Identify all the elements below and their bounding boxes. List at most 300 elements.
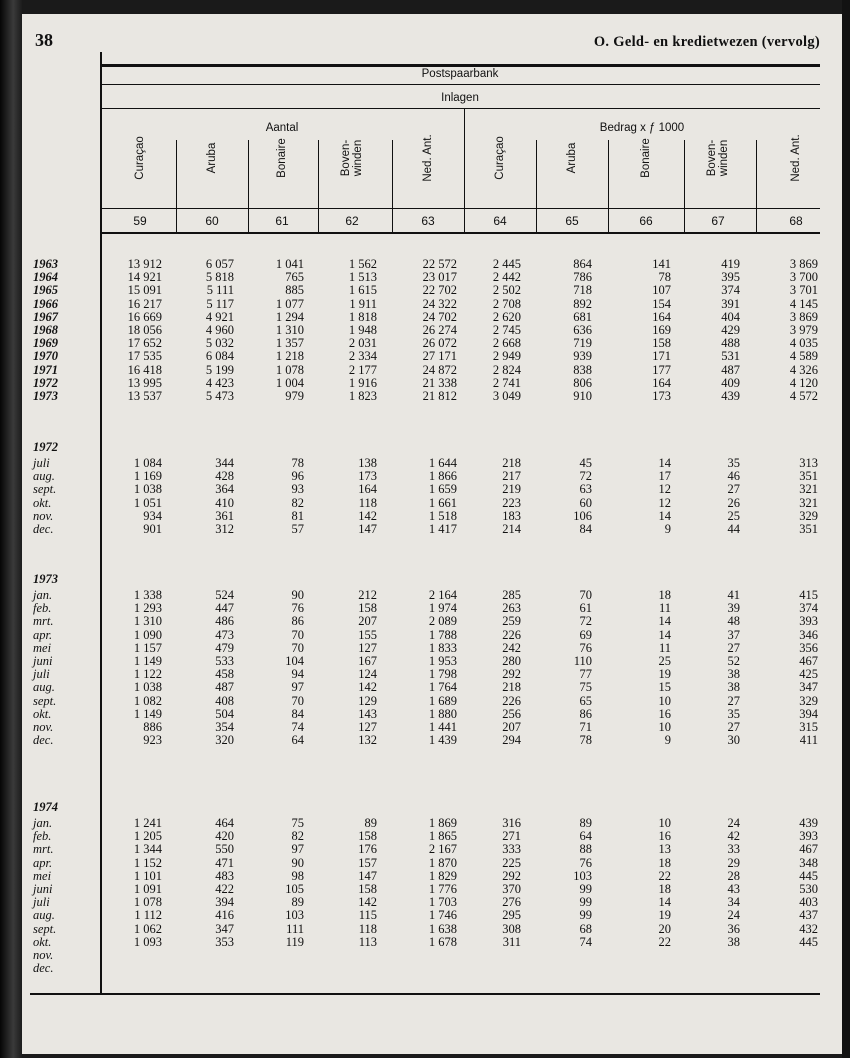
table-cell: 14: [658, 895, 671, 910]
table-cell: 75: [579, 680, 592, 695]
table-cell: 1 916: [348, 375, 377, 390]
table-cell: 24: [727, 816, 740, 830]
table-cell: 1 764: [428, 680, 457, 695]
column-number-6: 64: [493, 214, 507, 228]
table-cell: 1 974: [428, 601, 457, 616]
table-cell: 354: [215, 720, 234, 734]
table-cell: 84: [291, 706, 304, 721]
table-cell: 138: [358, 456, 377, 470]
header-inlagen: Inlagen: [441, 92, 479, 104]
table-cell: 533: [215, 654, 234, 668]
table-cell: 1 866: [428, 469, 457, 484]
table-cell: 1 703: [428, 895, 457, 910]
table-cell: 104: [285, 654, 304, 668]
table-cell: 13 995: [127, 375, 162, 390]
table-cell: 18: [658, 882, 671, 896]
table-cell: 420: [215, 829, 234, 844]
table-cell: 11: [658, 640, 671, 655]
table-cell: 3 700: [789, 270, 818, 285]
table-cell: 60: [579, 495, 592, 510]
row-label: dec.: [33, 522, 54, 536]
table-cell: 38: [727, 667, 740, 682]
table-cell: 312: [215, 522, 234, 536]
table-cell: 86: [579, 706, 592, 721]
table-cell: 177: [652, 362, 671, 377]
table-cell: 1 041: [275, 257, 304, 271]
row-label: aug.: [33, 908, 55, 923]
table-cell: 22: [658, 868, 671, 883]
table-cell: 2 620: [492, 309, 521, 324]
table-cell: 242: [502, 640, 521, 655]
table-cell: 404: [721, 309, 740, 324]
page-edge: [842, 0, 850, 1058]
table-cell: 718: [573, 283, 592, 298]
table-cell: 1 678: [428, 934, 457, 949]
table-cell: 5 199: [205, 362, 234, 377]
table-cell: 1 439: [428, 733, 457, 748]
table-cell: 3 049: [492, 389, 521, 403]
table-cell: 11: [658, 601, 671, 616]
table-cell: 142: [358, 680, 377, 695]
row-label: jan.: [33, 816, 53, 830]
table-cell: 90: [291, 855, 304, 870]
table-cell: 1 518: [428, 508, 457, 523]
table-cell: 6 057: [205, 257, 234, 271]
table-cell: 1 338: [133, 588, 162, 602]
row-label: nov.: [33, 720, 54, 734]
table-cell: 280: [502, 654, 521, 668]
table-cell: 425: [799, 667, 818, 682]
table-cell: 885: [285, 283, 304, 298]
table-cell: 157: [358, 855, 377, 870]
table-cell: 1 953: [428, 654, 457, 668]
table-cell: 276: [502, 895, 521, 910]
table-cell: 4 921: [205, 309, 234, 324]
table-cell: 219: [502, 482, 521, 497]
table-cell: 27: [727, 720, 740, 734]
table-cell: 27: [727, 640, 740, 655]
table-cell: 115: [358, 908, 377, 923]
table-cell: 313: [799, 456, 818, 470]
table-cell: 147: [358, 522, 377, 536]
column-separator: [756, 140, 757, 232]
table-cell: 142: [358, 508, 377, 523]
table-cell: 15: [658, 680, 671, 695]
table-cell: 24 702: [422, 309, 457, 324]
row-label: nov.: [33, 948, 54, 962]
table-cell: 110: [573, 654, 592, 668]
table-cell: 35: [727, 706, 740, 721]
table-cell: 46: [727, 469, 740, 484]
table-cell: 5 473: [205, 389, 234, 403]
column-header-4: Boven- winden: [340, 139, 364, 177]
table-cell: 1 084: [133, 456, 162, 470]
table-cell: 169: [652, 323, 671, 337]
row-label: 1965: [33, 283, 58, 298]
table-cell: 1 152: [133, 855, 162, 870]
table-cell: 17 535: [127, 349, 162, 364]
column-separator: [392, 140, 393, 232]
table-cell: 45: [579, 456, 592, 470]
table-cell: 76: [579, 640, 592, 655]
table-cell: 437: [799, 908, 818, 923]
table-cell: 892: [573, 296, 592, 311]
table-cell: 14: [658, 614, 671, 629]
table-cell: 2 442: [492, 270, 521, 285]
table-cell: 147: [358, 868, 377, 883]
table-cell: 447: [215, 601, 234, 616]
table-cell: 1 880: [428, 706, 457, 721]
table-cell: 1 417: [428, 522, 457, 536]
table-cell: 142: [358, 895, 377, 910]
table-cell: 1 833: [428, 640, 457, 655]
column-number-1: 59: [133, 214, 147, 228]
table-cell: 176: [358, 842, 377, 857]
table-cell: 164: [652, 375, 671, 390]
table-cell: 1 798: [428, 667, 457, 682]
table-cell: 30: [727, 733, 740, 748]
table-cell: 9: [664, 733, 671, 748]
table-cell: 70: [291, 640, 304, 655]
table-cell: 285: [502, 588, 521, 602]
table-cell: 225: [502, 855, 521, 870]
table-cell: 1 169: [133, 469, 162, 484]
row-label: sept.: [33, 921, 57, 936]
column-number-8: 66: [639, 214, 653, 228]
table-cell: 14: [658, 456, 671, 470]
row-label: mei: [33, 868, 52, 883]
table-cell: 445: [799, 868, 818, 883]
table-cell: 1 112: [134, 908, 162, 923]
table-cell: 82: [291, 829, 304, 844]
row-label: jan.: [33, 588, 53, 602]
table-cell: 132: [358, 733, 377, 748]
table-cell: 86: [291, 614, 304, 629]
table-cell: 26: [727, 495, 740, 510]
table-cell: 370: [502, 882, 521, 896]
column-header-8: Bonaire: [640, 138, 652, 178]
table-cell: 1 078: [275, 362, 304, 377]
table-cell: 70: [579, 588, 592, 602]
table-cell: 68: [579, 921, 592, 936]
table-cell: 409: [721, 375, 740, 390]
table-cell: 1 038: [133, 680, 162, 695]
table-cell: 1 829: [428, 868, 457, 883]
table-cell: 979: [285, 389, 304, 403]
table-cell: 167: [358, 654, 377, 668]
row-label: aug.: [33, 469, 55, 484]
table-cell: 415: [799, 588, 818, 602]
column-header-9: Boven- winden: [706, 139, 730, 177]
row-label: mrt.: [33, 842, 54, 857]
table-cell: 173: [652, 389, 671, 403]
column-header-6: Curaçao: [494, 136, 506, 180]
column-number-3: 61: [275, 214, 289, 228]
table-cell: 403: [799, 895, 818, 910]
table-cell: 29: [727, 855, 740, 870]
table-cell: 5 032: [205, 336, 234, 351]
table-cell: 3 869: [789, 309, 818, 324]
table-cell: 316: [502, 816, 521, 830]
table-cell: 1 746: [428, 908, 457, 923]
table-cell: 13 912: [127, 257, 162, 271]
table-cell: 531: [721, 349, 740, 364]
table-cell: 9: [664, 522, 671, 536]
table-cell: 171: [652, 349, 671, 364]
row-label: juni: [33, 654, 53, 668]
table-cell: 428: [215, 469, 234, 484]
table-cell: 1 344: [133, 842, 162, 857]
table-cell: 89: [364, 816, 377, 830]
table-cell: 28: [727, 868, 740, 883]
table-cell: 164: [358, 482, 377, 497]
table-cell: 4 145: [789, 296, 818, 311]
table-cell: 72: [579, 469, 592, 484]
table-cell: 479: [215, 640, 234, 655]
row-label: 1967: [33, 309, 58, 324]
table-cell: 5 117: [206, 296, 234, 311]
table-cell: 263: [502, 601, 521, 616]
table-cell: 346: [799, 627, 818, 642]
table-cell: 439: [721, 389, 740, 403]
row-label: 1966: [33, 296, 58, 311]
column-header-3: Bonaire: [276, 138, 288, 178]
table-cell: 416: [215, 908, 234, 923]
table-cell: 329: [799, 693, 818, 708]
column-separator: [684, 140, 685, 232]
table-cell: 16 217: [127, 296, 162, 311]
row-label: juni: [33, 882, 53, 896]
table-cell: 12: [658, 495, 671, 510]
page-number: 38: [35, 30, 53, 50]
table-cell: 1 644: [428, 456, 457, 470]
table-cell: 13: [658, 842, 671, 857]
table-cell: 2 708: [492, 296, 521, 311]
table-cell: 1 659: [428, 482, 457, 497]
table-cell: 393: [799, 614, 818, 629]
table-cell: 351: [799, 522, 818, 536]
table-cell: 22 702: [422, 283, 457, 298]
table-cell: 25: [658, 654, 671, 668]
table-cell: 4 572: [789, 389, 818, 403]
row-label: 1972: [33, 375, 58, 390]
table-cell: 1 638: [428, 921, 457, 936]
row-label: dec.: [33, 961, 54, 976]
table-cell: 1 310: [133, 614, 162, 629]
column-number-5: 63: [421, 214, 435, 228]
table-cell: 22: [658, 934, 671, 949]
table-cell: 118: [358, 495, 377, 510]
table-cell: 158: [358, 829, 377, 844]
stub-divider: [100, 52, 102, 993]
table-cell: 550: [215, 842, 234, 857]
table-cell: 16 418: [127, 362, 162, 377]
table-cell: 70: [291, 627, 304, 642]
table-cell: 934: [143, 508, 162, 523]
table-cell: 16: [658, 706, 671, 721]
table-cell: 1 062: [133, 921, 162, 936]
row-label: feb.: [33, 601, 52, 616]
table-cell: 99: [579, 895, 592, 910]
table-cell: 347: [215, 921, 234, 936]
table-cell: 12: [658, 482, 671, 497]
table-cell: 41: [727, 588, 740, 602]
table-cell: 38: [727, 680, 740, 695]
table-cell: 347: [799, 680, 818, 695]
table-cell: 292: [502, 667, 521, 682]
column-number-9: 67: [711, 214, 725, 228]
table-cell: 2 031: [348, 336, 377, 351]
table-cell: 295: [502, 908, 521, 923]
column-separator: [536, 140, 537, 232]
page-title: O. Geld- en kredietwezen (vervolg): [593, 34, 820, 50]
table-cell: 2 164: [428, 588, 457, 602]
row-label: 1969: [33, 336, 58, 351]
table-cell: 487: [721, 362, 740, 377]
table-cell: 4 423: [205, 375, 234, 390]
table-cell: 1 865: [428, 829, 457, 844]
table-cell: 311: [502, 934, 521, 949]
table-cell: 63: [579, 482, 592, 497]
table-cell: 64: [579, 829, 592, 844]
table-cell: 2 745: [492, 323, 521, 337]
table-cell: 393: [799, 829, 818, 844]
table-cell: 118: [358, 921, 377, 936]
table-cell: 408: [215, 693, 234, 708]
group-year-label: 1974: [33, 800, 58, 814]
column-header-1: Curaçao: [134, 136, 146, 180]
table-cell: 321: [799, 482, 818, 497]
table-cell: 78: [291, 456, 304, 470]
table-cell: 3 869: [789, 257, 818, 271]
table-cell: 315: [799, 720, 818, 734]
table-cell: 25: [727, 508, 740, 523]
table-cell: 74: [579, 934, 592, 949]
table-cell: 1 294: [275, 309, 304, 324]
table-cell: 99: [579, 908, 592, 923]
table-cell: 320: [215, 733, 234, 748]
table-cell: 864: [573, 257, 592, 271]
table-cell: 1 004: [275, 375, 304, 390]
table-cell: 26 274: [422, 323, 457, 337]
table-cell: 1 788: [428, 627, 457, 642]
table-cell: 1 357: [275, 336, 304, 351]
group-year-label: 1972: [33, 440, 58, 454]
row-label: sept.: [33, 693, 57, 708]
table-cell: 14: [658, 508, 671, 523]
table-cell: 65: [579, 693, 592, 708]
column-number-2: 60: [205, 214, 219, 228]
table-cell: 20: [658, 921, 671, 936]
table-cell: 17: [658, 469, 671, 484]
table-cell: 1 818: [348, 309, 377, 324]
table-cell: 458: [215, 667, 234, 682]
table-cell: 1 218: [275, 349, 304, 364]
table-cell: 84: [579, 522, 592, 536]
table-cell: 256: [502, 706, 521, 721]
table-cell: 353: [215, 934, 234, 949]
table-cell: 391: [721, 296, 740, 311]
table-cell: 719: [573, 336, 592, 351]
header-postspaarbank: Postspaarbank: [421, 68, 499, 80]
table-cell: 1 051: [133, 495, 162, 510]
table-cell: 1 562: [348, 257, 377, 271]
table-cell: 52: [727, 654, 740, 668]
table-cell: 2 824: [492, 362, 521, 377]
table-cell: 143: [358, 706, 377, 721]
table-cell: 97: [291, 680, 304, 695]
table-cell: 1 078: [133, 895, 162, 910]
table-cell: 57: [291, 522, 304, 536]
table-cell: 308: [502, 921, 521, 936]
table-cell: 223: [502, 495, 521, 510]
table-cell: 1 911: [349, 296, 377, 311]
table-cell: 226: [502, 627, 521, 642]
table-cell: 806: [573, 375, 592, 390]
table-cell: 78: [579, 733, 592, 748]
table-cell: 82: [291, 495, 304, 510]
table-cell: 2 502: [492, 283, 521, 298]
rule-column-labels: [100, 208, 820, 209]
table-cell: 901: [143, 522, 162, 536]
table-cell: 445: [799, 934, 818, 949]
column-number-7: 65: [565, 214, 579, 228]
table-cell: 89: [579, 816, 592, 830]
table-cell: 76: [579, 855, 592, 870]
table-cell: 36: [727, 921, 740, 936]
table-cell: 72: [579, 614, 592, 629]
table-cell: 107: [652, 283, 671, 298]
table-cell: 99: [579, 882, 592, 896]
table-cell: 89: [291, 895, 304, 910]
row-label: juli: [33, 456, 50, 470]
table-cell: 681: [573, 309, 592, 324]
table-cell: 76: [291, 601, 304, 616]
row-label: aug.: [33, 680, 55, 695]
table-cell: 48: [727, 614, 740, 629]
table-cell: 18 056: [127, 323, 162, 337]
table-cell: 471: [215, 855, 234, 870]
row-label: nov.: [33, 508, 54, 523]
table-cell: 10: [658, 816, 671, 830]
row-label: 1963: [33, 257, 58, 271]
table-cell: 348: [799, 855, 818, 870]
table-cell: 88: [579, 842, 592, 857]
table-cell: 90: [291, 588, 304, 602]
table-cell: 34: [727, 895, 740, 910]
table-cell: 103: [285, 908, 304, 923]
table-cell: 207: [502, 720, 521, 734]
table-cell: 27: [727, 482, 740, 497]
table-cell: 1 149: [133, 654, 162, 668]
table-cell: 155: [358, 627, 377, 642]
table-cell: 259: [502, 614, 521, 629]
table-cell: 37: [727, 627, 740, 642]
table-cell: 2 177: [348, 362, 377, 377]
table-cell: 356: [799, 640, 818, 655]
table-cell: 77: [579, 667, 592, 682]
table-cell: 24 322: [422, 296, 457, 311]
table-cell: 1 149: [133, 706, 162, 721]
table-cell: 218: [502, 456, 521, 470]
table-cell: 33: [727, 842, 740, 857]
table-cell: 2 445: [492, 257, 521, 271]
table-cell: 374: [799, 601, 818, 616]
table-cell: 81: [291, 508, 304, 523]
table-cell: 35: [727, 456, 740, 470]
table-cell: 94: [291, 667, 304, 682]
table-cell: 473: [215, 627, 234, 642]
